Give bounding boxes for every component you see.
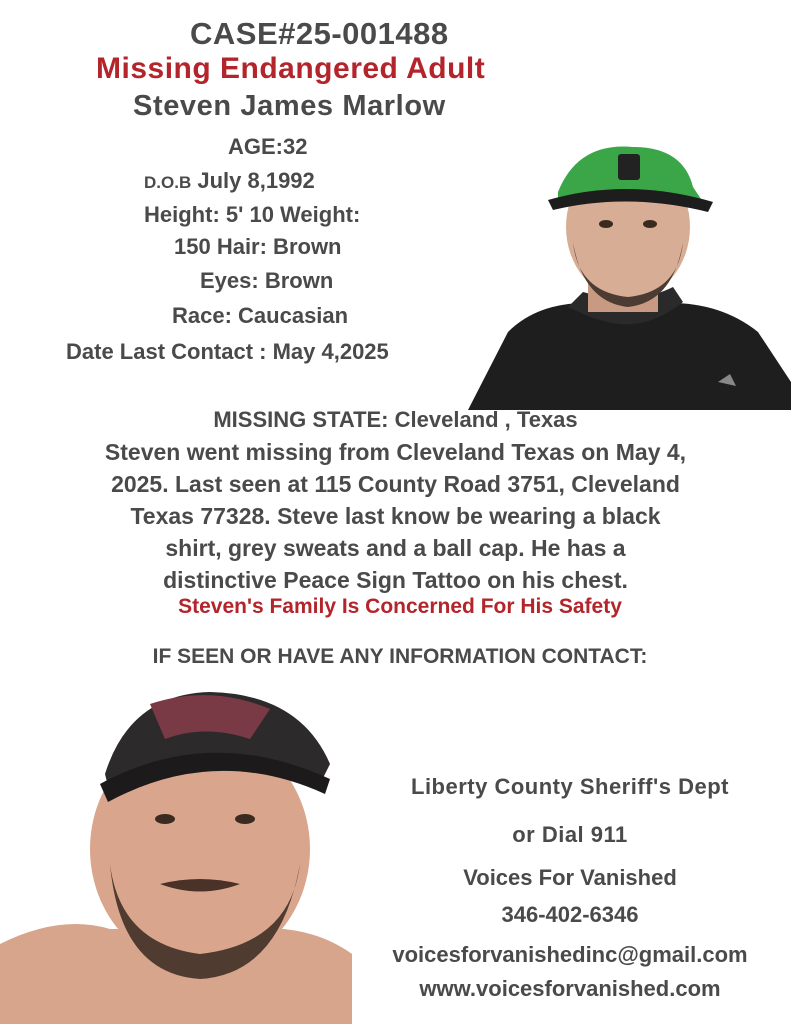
description-line: distinctive Peace Sign Tattoo on his chest.	[163, 567, 628, 593]
dob-value: July 8,1992	[197, 168, 315, 193]
weight-hair-line: 150 Hair: Brown	[174, 234, 342, 259]
eyes-line: Eyes: Brown	[200, 268, 334, 293]
description-line: 2025. Last seen at 115 County Road 3751, Cleveland	[111, 471, 680, 497]
contact-organization: Voices For Vanished	[463, 865, 677, 890]
missing-state-value: Cleveland , Texas	[394, 407, 578, 432]
concern-line: Steven's Family Is Concerned For His Safety	[178, 595, 622, 618]
age-line: AGE:32	[228, 134, 308, 159]
dob-line	[144, 168, 315, 194]
dob-label: D.O.B	[144, 173, 192, 192]
contact-website: www.voicesforvanished.com	[419, 976, 721, 1001]
missing-state-label: MISSING STATE:	[213, 407, 389, 432]
photo-green-cap	[468, 142, 791, 410]
photo-dark-cap	[0, 684, 352, 1024]
contact-phone: 346-402-6346	[501, 902, 639, 927]
description-line: Steven went missing from Cleveland Texas on May 4,	[104, 439, 687, 465]
status-heading: Missing Endangered Adult	[96, 52, 486, 85]
photo-green-cap-illustration	[468, 142, 791, 410]
case-number: CASE#25-001488	[190, 16, 449, 51]
contact-heading: IF SEEN OR HAVE ANY INFORMATION CONTACT:	[152, 645, 648, 668]
photo-dark-cap-illustration	[0, 684, 352, 1024]
contact-email: voicesforvanishedinc@gmail.com	[392, 942, 748, 967]
description-line: Texas 77328. Steve last know be wearing a black	[130, 503, 661, 529]
missing-state-line	[0, 407, 791, 433]
contact-dial-911: or Dial 911	[512, 822, 628, 847]
contact-sheriff: Liberty County Sheriff's Dept	[411, 774, 729, 799]
description-line: shirt, grey sweats and a ball cap. He has a	[165, 535, 626, 561]
last-contact-line: Date Last Contact : May 4,2025	[66, 339, 389, 364]
person-name: Steven James Marlow	[133, 90, 446, 122]
race-line: Race: Caucasian	[172, 303, 349, 328]
height-weight-line: Height: 5' 10 Weight:	[144, 202, 361, 227]
